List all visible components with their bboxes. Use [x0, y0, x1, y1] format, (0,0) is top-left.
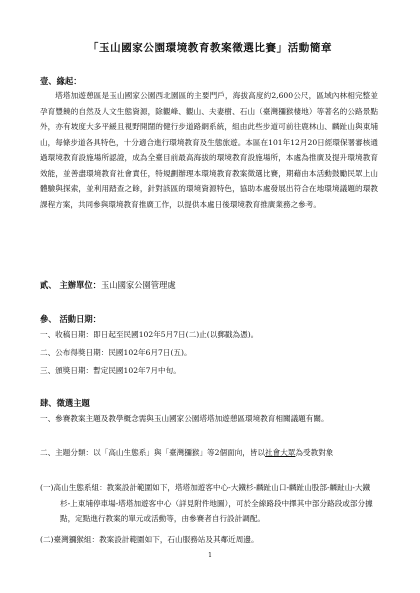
- section-theme-heading: 肆、徵選主題: [40, 398, 90, 408]
- section-organizer: [40, 279, 176, 291]
- theme-item-2-suffix: 為受教對象: [295, 448, 334, 457]
- target-audience-underlined: 社會大眾: [265, 448, 296, 457]
- date-item-announcement: 二、公布得獎日期：民國102年6月7日(五)。: [40, 348, 192, 357]
- theme-item-2: [40, 445, 378, 461]
- theme-sub-item-alpine: (一)高山生態系組：教案設計範圍如下，塔塔加遊客中心-大鐵杉-麟趾山口-麟趾山股部-麟趾山-大鐵杉-上東埔停車場-塔塔加遊客中心（詳見附件地圖），可於全線路段中擇其中部分路段或部分據點，定點進行教案的單元或活動等，由參賽者自行設計調配。: [40, 483, 373, 523]
- organizer-label: 貳、 主辦單位：: [40, 280, 101, 290]
- document-title: 「玉山國家公園環境教育教案徵選比賽」活動簡章: [87, 42, 333, 54]
- date-item-submission: 一、收稿日期：即日起至民國102年5月7日(二)止(以郵戳為憑)。: [40, 330, 259, 339]
- theme-item-1: 一、參賽教案主題及教學概念需與玉山國家公園塔塔加遊憩區環境教育相關議題有關。: [40, 414, 329, 423]
- section-dates-heading: 參、 活動日期：: [40, 314, 101, 324]
- theme-sub-item-macaque: (二)臺灣獼猴組：教案設計範圍如下，石山服務站及其鄰近周邊。: [40, 535, 259, 544]
- section-origin-paragraph: 塔塔加遊憩區是玉山國家公園西北園區的主要門戶，海拔高度約2,600公尺，區域內林相完整並孕育豐饒的自然及人文生態資源，除觀峰、觀山、夫妻樹、石山（臺灣獼猴棲地）等著名的公路景點外，亦有坡度大多平緩且視野開闊的健行步道路網系統，組由此些步道可前往鹿林山、麟趾山與東埔山，每條步道各具特色，十分適合進行環境教育及生態旅遊。本區在101年12月20日經環保署審核通過環境教育設施場所認證，成為全臺目前最高海拔的環境教育設施場所，本處為推廣及提升環境教育效能，並善盡環境教育社會責任，特規劃辦理本環境教育教案徵選比賽，期藉由本活動鼓勵民眾上山體驗與探索，並利用踏查之餘，針對該區的環境資源特色，協助本處發展出符合在地環境議題的環教課程方案，共同參與環境教育推廣工作，以提供本處日後環境教育推廣業務之參考。: [40, 91, 378, 209]
- theme-item-2-text: 二、主題分類：以「高山生態系」與「臺灣獼猴」等2個面向，皆以: [40, 448, 266, 457]
- section-origin-heading: 壹、緣起：: [40, 76, 82, 86]
- page-number: 1: [208, 552, 212, 559]
- date-item-award: 三、頒獎日期：暫定民國102年7月中旬。: [40, 366, 181, 375]
- organizer-value: 玉山國家公園管理處: [100, 280, 176, 290]
